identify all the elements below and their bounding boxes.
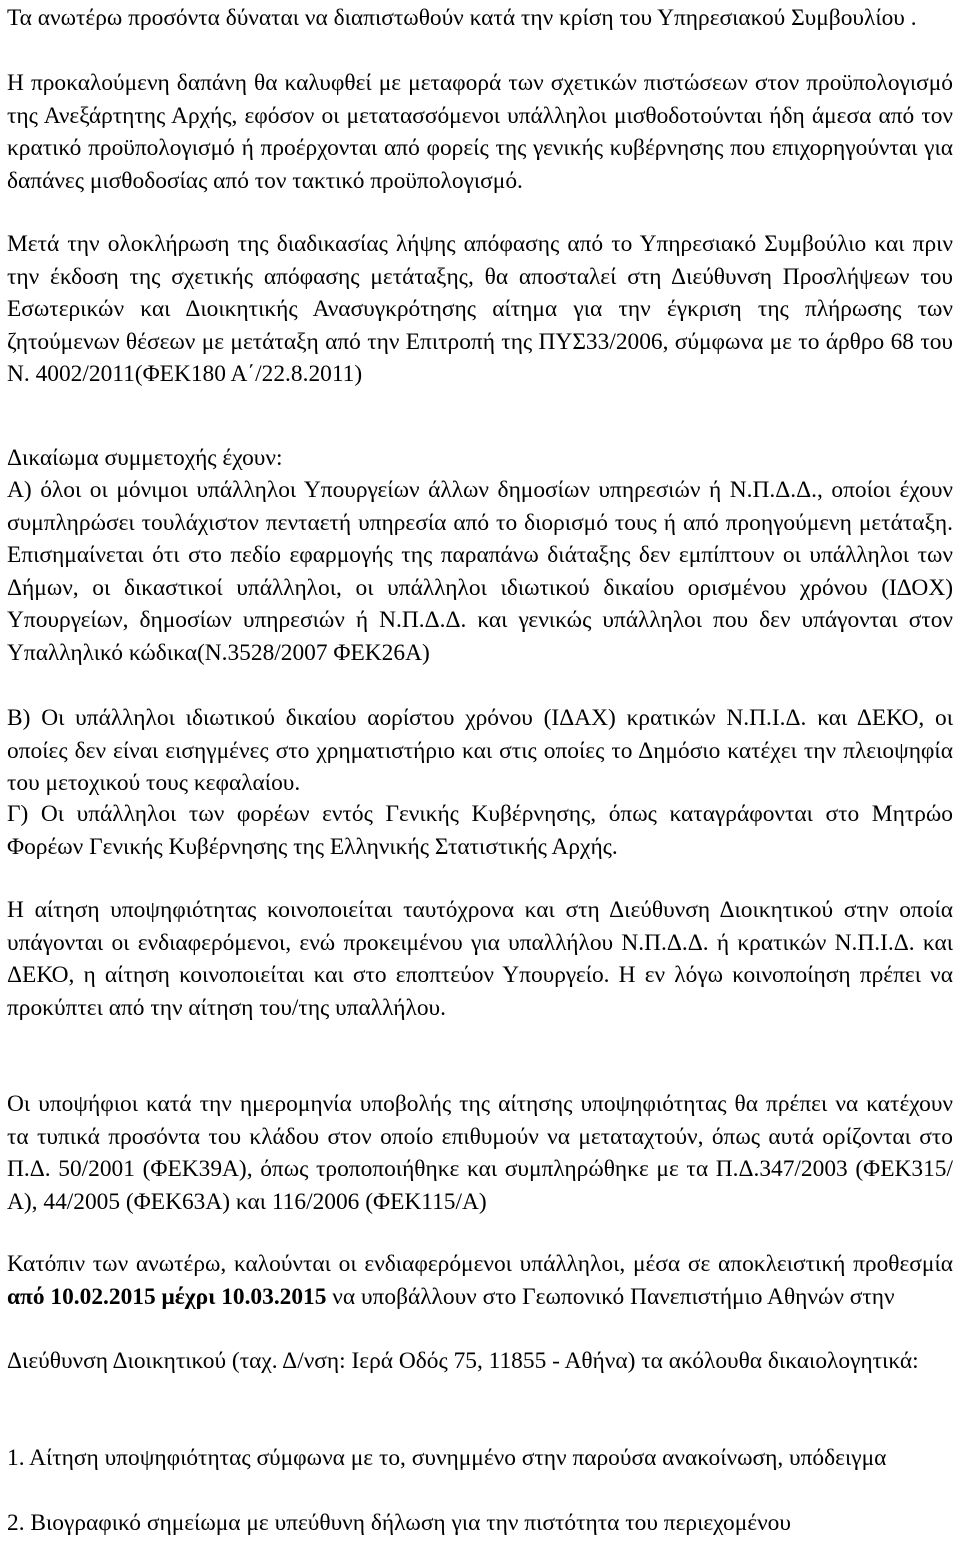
paragraph-requirements: Οι υποψήφιοι κατά την ημερομηνία υποβολής της αίτησης υποψηφιότητας θα πρέπει να κατέχουν τα τυπικά προσόντα του κλάδου στον οποίο επιθυμούν να μεταταχτούν, όπως αυτά ορίζονται στο Π.Δ. 50/2001 (ΦΕΚ39Α), όπως τροποποιήθηκε και συμπληρώθηκε με τα Π.Δ.347/2003 (ΦΕΚ315/Α), 44/2005 (ΦΕΚ63Α) και 116/2006 (ΦΕΚ115/Α) xyxy=(7,1091,953,1215)
invitation-text-start: Κατόπιν των ανωτέρω, καλούνται οι ενδιαφερόμενοι υπάλληλοι, μέσα σε αποκλειστική προθεσμία xyxy=(7,1251,953,1277)
list-item-cv: 2. Βιογραφικό σημείωμα με υπεύθυνη δήλωση για την πιστότητα του περιεχομένου xyxy=(7,1510,791,1536)
eligibility-item-c: Γ) Οι υπάλληλοι των φορέων εντός Γενικής Κυβέρνησης, όπως καταγράφονται στο Μητρώο Φορέων Γενικής Κυβέρνησης της Ελληνικής Στατιστικής Αρχής. xyxy=(7,801,953,860)
paragraph-budget: Η προκαλούμενη δαπάνη θα καλυφθεί με μεταφορά των σχετικών πιστώσεων στον προϋπολογισμό της Ανεξάρτητης Αρχής, εφόσον οι μετατασσόμενοι υπάλληλοι μισθοδοτούνται ήδη άμεσα από τον κρατικό προϋπολογισμό ή προέρχονται από φορείς της γενικής κυβέρνησης που επιχορηγούνται για δαπάνες μισθοδοσίας από τον τακτικό προϋπολογισμό. xyxy=(7,70,953,194)
paragraph-invitation xyxy=(7,1248,953,1313)
paragraph-notification: Η αίτηση υποψηφιότητας κοινοποιείται ταυτόχρονα και στη Διεύθυνση Διοικητικού στην οποία υπάγονται οι ενδιαφερόμενοι, ενώ προκειμένου για υπαλλήλου Ν.Π.Δ.Δ. ή κρατικών Ν.Π.Ι.Δ. και ΔΕΚΟ, η αίτηση κοινοποιείται και στο εποπτεύον Υπουργείο. Η εν λόγω κοινοποίηση πρέπει να προκύπτει από την αίτηση του/της υπαλλήλου. xyxy=(7,897,953,1021)
eligibility-item-b: Β) Οι υπάλληλοι ιδιωτικού δικαίου αορίστου χρόνου (ΙΔΑΧ) κρατικών Ν.Π.Ι.Δ. και ΔΕΚΟ, οι οποίες δεν είναι εισηγμένες στο χρηματιστήριο και στις οποίες το Δημόσιο κατέχει την πλειοψηφία του μετοχικού τους κεφαλαίου. xyxy=(7,705,953,797)
paragraph-procedure: Μετά την ολοκλήρωση της διαδικασίας λήψης απόφασης από το Υπηρεσιακό Συμβούλιο και πριν την έκδοση της σχετικής απόφασης μετάταξης, θα αποσταλεί στη Διεύθυνση Προσλήψεων του Εσωτερικών και Διοικητικής Ανασυγκρότησης αίτημα για την έγκριση της πλήρωσης των ζητούμενων θέσεων με μετάταξη από την Επιτροπή της ΠΥΣ33/2006, σύμφωνα με το άρθρο 68 του Ν. 4002/2011(ΦΕΚ180 Α΄/22.8.2011) xyxy=(7,231,953,388)
eligibility-heading: Δικαίωμα συμμετοχής έχουν: xyxy=(7,445,283,471)
paragraph-address: Διεύθυνση Διοικητικού (ταχ. Δ/νση: Ιερά Οδός 75, 11855 - Αθήνα) τα ακόλουθα δικαιολογητικά: xyxy=(7,1348,919,1374)
list-item-application: 1. Αίτηση υποψηφιότητας σύμφωνα με το, συνημμένο στην παρούσα ανακοίνωση, υπόδειγμα xyxy=(7,1445,887,1471)
invitation-text-end: να υποβάλλουν στο Γεωπονικό Πανεπιστήμιο Αθηνών στην xyxy=(326,1283,895,1310)
eligibility-item-a: Α) όλοι οι μόνιμοι υπάλληλοι Υπουργείων άλλων δημοσίων υπηρεσιών ή Ν.Π.Δ.Δ., οποίοι έχουν συμπληρώσει τουλάχιστον πενταετή υπηρεσία από το διορισμό τους ή από προηγούμενη μετάταξη. Επισημαίνεται ότι στο πεδίο εφαρμογής της παραπάνω διάταξης δεν εμπίπτουν οι υπάλληλοι των Δήμων, οι δικαστικοί υπάλληλοι, οι υπάλληλοι ιδιωτικού δικαίου ορισμένου χρόνου (ΙΔΟΧ) Υπουργείων, δημοσίων υπηρεσιών ή Ν.Π.Δ.Δ. και γενικώς υπάλληλοι που δεν υπάγονται στον Υπαλληλικό κώδικα(Ν.3528/2007 ΦΕΚ26Α) xyxy=(7,477,953,666)
deadline-dates: από 10.02.2015 μέχρι 10.03.2015 xyxy=(7,1283,327,1310)
paragraph-qualifications: Τα ανωτέρω προσόντα δύναται να διαπιστωθούν κατά την κρίση του Υπηρεσιακού Συμβουλίου . xyxy=(7,5,917,31)
